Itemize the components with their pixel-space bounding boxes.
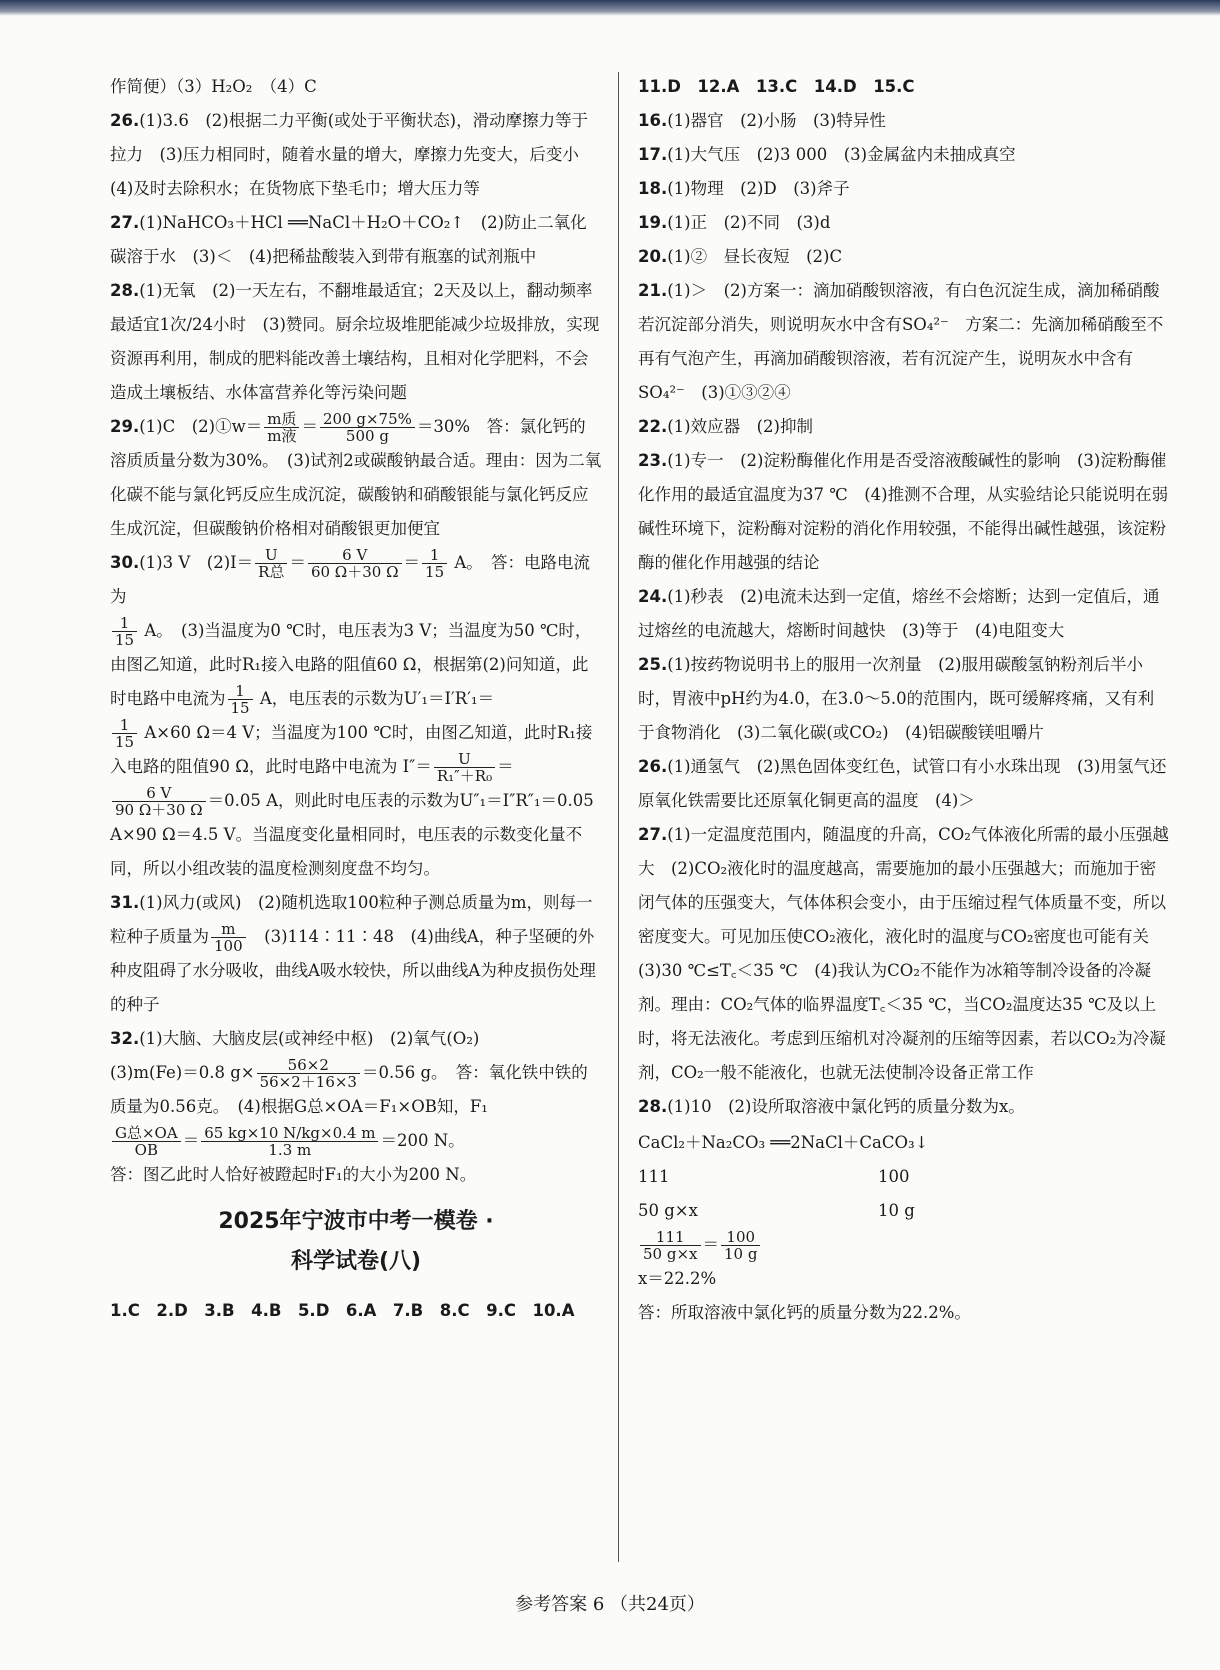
numerator: 100	[721, 1229, 760, 1246]
answer-text: (1)3.6 (2)根据二力平衡(或处于平衡状态)，滑动摩擦力等于拉力 (3)压力相同时，随着水量的增大，摩擦力先变大，后变小 (4)及时去除积水；在货物底下垫毛巾；增大压力等	[110, 111, 596, 198]
left-column	[110, 70, 602, 1328]
fraction	[308, 547, 402, 580]
denominator: 15	[425, 563, 445, 581]
answer-text: (1)② 昼长夜短 (2)C	[667, 247, 843, 266]
answer-text: (3)m(Fe)＝0.8 g×	[110, 1063, 255, 1082]
numerator: U	[255, 547, 287, 564]
answer-text: (1)秒表 (2)电流未达到一定值，熔丝不会熔断；达到一定值后，通过熔丝的电流越大，熔断时间越快 (3)等于 (4)电阻变大	[638, 587, 1160, 640]
answer-20	[638, 240, 1170, 274]
numerator: 200 g×75%	[320, 411, 415, 428]
question-number: 19.	[638, 213, 668, 232]
answer-text: (1)通氢气 (2)黑色固体变红色，试管口有小水珠出现 (3)用氢气还原氧化铁需要比还原氧化铜更高的温度 (4)＞	[638, 757, 1167, 810]
column-divider	[618, 72, 619, 1562]
answer-text: (1)C (2)①w＝	[139, 417, 263, 436]
denominator: 90 Ω＋30 Ω	[115, 801, 203, 819]
fraction	[228, 683, 253, 716]
answer-22	[638, 410, 1170, 444]
fraction	[255, 547, 287, 580]
equals: ＝	[301, 417, 318, 436]
answer-text: (1)＞ (2)方案一：滴加硝酸钡溶液，有白色沉淀生成，滴加稀硝酸若沉淀部分消失，则说明灰水中含有SO₄²⁻ 方案二：先滴加稀硝酸至不再有气泡产生，再滴加硝酸钡溶液，若有沉淀产生，说明灰水中含有SO₄²⁻ (3)①③②④	[638, 281, 1164, 402]
denominator: R总	[258, 563, 285, 581]
fraction	[264, 411, 299, 444]
answer-text: ＝30% 答：氯化钙的溶质质量分数为30%。 (3)试剂2或碳酸钠最合适。理由：因为二氧化碳不能与氯化钙反应生成沉淀，碳酸钠和硝酸银能与氯化钙反应生成沉淀，但碳酸钠价格相对硝酸银更加便宜	[110, 417, 602, 538]
fraction	[640, 1229, 701, 1262]
numerator: 6 V	[112, 785, 206, 802]
numerator: 1	[112, 615, 137, 632]
fraction	[434, 751, 495, 784]
denominator: 15	[115, 631, 135, 649]
calc-row	[638, 1160, 1170, 1194]
answer-28	[638, 1090, 1170, 1124]
fraction	[211, 921, 246, 954]
fraction	[112, 615, 137, 648]
equals: ＝	[403, 553, 421, 572]
fraction	[320, 411, 415, 444]
question-number: 22.	[638, 417, 668, 436]
answer-text: 答：图乙此时人恰好被蹬起时F₁的大小为200 N。	[110, 1165, 477, 1184]
question-number: 31.	[110, 893, 140, 912]
denominator: m液	[267, 427, 297, 445]
equals: ＝	[289, 553, 306, 572]
answer-27	[110, 206, 602, 274]
final-answer: 答：所取溶液中氯化钙的质量分数为22.2%。	[638, 1303, 971, 1322]
page-top-edge	[0, 0, 1220, 16]
denominator: 100	[214, 937, 243, 955]
answer-21	[638, 274, 1170, 410]
question-number: 16.	[638, 111, 668, 130]
question-number: 28.	[110, 281, 140, 300]
calculation-block	[638, 1126, 1170, 1330]
question-number: 32.	[110, 1029, 140, 1048]
question-number: 18.	[638, 179, 668, 198]
fraction	[721, 1229, 760, 1262]
numerator: 6 V	[308, 547, 402, 564]
section-title	[110, 1202, 602, 1282]
answer-text: (3)114∶11∶48 (4)曲线A，种子坚硬的外种皮阻碍了水分吸收，曲线A吸水较快，所以曲线A为种皮损伤处理的种子	[110, 927, 596, 1014]
answer-32	[110, 1022, 602, 1192]
answer-17	[638, 138, 1170, 172]
right-column	[638, 70, 1170, 1330]
answer-text: (1)10 (2)设所取溶液中氯化钙的质量分数为x。	[667, 1097, 1025, 1116]
fraction	[201, 1125, 378, 1158]
answer-text: (1)3 V (2)I＝	[139, 553, 254, 572]
question-number: 17.	[638, 145, 668, 164]
answer-text: A。 (3)当温度为0 ℃时，电压表为3 V；当温度为50 ℃时，由图乙知道，此时R₁接入电路的阻值60 Ω，根据第(2)问知道，此时电路中电流为	[110, 621, 592, 708]
question-number: 29.	[110, 417, 140, 436]
calc-value: 50 g×x	[638, 1201, 698, 1220]
denominator: 15	[230, 699, 250, 717]
answer-text: (1)NaHCO₃＋HCl ══NaCl＋H₂O＋CO₂↑ (2)防止二氧化碳溶于水 (3)＜ (4)把稀盐酸装入到带有瓶塞的试剂瓶中	[110, 213, 587, 266]
answer-23	[638, 444, 1170, 580]
question-number: 28.	[638, 1097, 668, 1116]
answer-text: (1)器官 (2)小肠 (3)特异性	[667, 111, 886, 130]
calc-value: 111	[638, 1167, 670, 1186]
proportion	[638, 1228, 1170, 1262]
denominator: 56×2＋16×3	[259, 1073, 357, 1091]
equals: ＝	[497, 757, 514, 776]
answer-31	[110, 886, 602, 1022]
answer-line: 作简便）（3）H₂O₂ （4）C	[110, 77, 317, 96]
answer-text: (1)无氧 (2)一天左右，不翻堆最适宜；2天及以上，翻动频率最适宜1次/24小时 (3)赞同。厨余垃圾堆肥能减少垃圾排放，实现资源再利用，制成的肥料能改善土壤结构，且相对化学肥料，不会造成土壤板结、水体富营养化等污染问题	[110, 281, 600, 402]
section-title-line-1: 2025年宁波市中考一模卷 ·	[218, 1209, 494, 1234]
calc-value: 100	[878, 1167, 910, 1186]
fraction	[112, 785, 206, 818]
answer-text: A。 答：电路电流为	[110, 553, 591, 606]
numerator: 56×2	[257, 1057, 360, 1074]
question-number: 20.	[638, 247, 668, 266]
answer-text: (1)一定温度范围内，随温度的升高，CO₂气体液化所需的最小压强越大 (2)CO₂液化时的温度越高，需要施加的最小压强越大；而施加于密闭气体的压强变大，气体体积会变小，由于压缩过程气体质量不变，所以密度变大。可见加压使CO₂液化，液化时的温度与CO₂密度也可能有关 (3)30 ℃≤T꜀＜35 ℃ (4)我认为CO₂不能作为冰箱等制冷设备的冷凝剂。理由：CO₂气体的临界温度T꜀＜35 ℃，当CO₂温度达35 ℃及以上时，将无法液化。考虑到压缩机对冷凝剂的压缩等因素，若以CO₂为冷凝剂，CO₂一般不能液化，也就无法使制冷设备正常工作	[638, 825, 1169, 1082]
equals: ＝	[702, 1235, 719, 1254]
result: x＝22.2%	[638, 1269, 717, 1288]
answer-text: (1)效应器 (2)抑制	[667, 417, 813, 436]
multiple-choice-answers: 11.D 12.A 13.C 14.D 15.C	[638, 77, 915, 96]
answer-text: ＝0.05 A，则此时电压表的示数为U″₁＝I″R″₁＝0.05 A×90 Ω＝4.5 V。当温度变化量相同时，电压表的示数变化量不同，所以小组改装的温度检测刻度盘不均匀。	[110, 791, 594, 878]
numerator: m	[211, 921, 246, 938]
denominator: 10 g	[724, 1245, 758, 1263]
denominator: 500 g	[345, 427, 389, 445]
answer-text: (1)大气压 (2)3 000 (3)金属盆内未抽成真空	[667, 145, 1016, 164]
question-number: 25.	[638, 655, 668, 674]
fraction	[257, 1057, 360, 1090]
answer-18	[638, 172, 1170, 206]
numerator: G总×OA	[112, 1125, 181, 1142]
denominator: 1.3 m	[268, 1141, 312, 1159]
fraction	[422, 547, 447, 580]
answer-text: A，电压表的示数为U′₁＝I′R′₁＝	[254, 689, 495, 708]
answer-text: (1)按药物说明书上的服用一次剂量 (2)服用碳酸氢钠粉剂后半小时，胃液中pH约为4.0，在3.0～5.0的范围内，既可缓解疼痛，又有利于食物消化 (3)二氧化碳(或CO₂) (4)铝碳酸镁咀嚼片	[638, 655, 1155, 742]
answer-text: (1)专一 (2)淀粉酶催化作用是否受溶液酸碱性的影响 (3)淀粉酶催化作用的最适宜温度为37 ℃ (4)推测不合理，从实验结论只能说明在弱碱性环境下，淀粉酶对淀粉的消化作用较强，不能得出碱性越强，该淀粉酶的催化作用越强的结论	[638, 451, 1169, 572]
calc-value: 10 g	[878, 1201, 915, 1220]
fraction	[112, 1125, 181, 1158]
denominator: 15	[115, 733, 135, 751]
answer-text: ＝200 N。	[380, 1131, 465, 1150]
calc-row	[638, 1194, 1170, 1228]
section-title-line-2: 科学试卷(八)	[290, 1249, 422, 1274]
answer-29	[110, 410, 602, 546]
numerator: 1	[112, 717, 137, 734]
numerator: 1	[422, 547, 447, 564]
answer-text: (1)大脑、大脑皮层(或神经中枢) (2)氧气(O₂)	[139, 1029, 480, 1048]
answer-text: ＝0.56 g。 答：氧化铁中铁的质量为0.56克。 (4)根据G总×OA＝F₁×OB知，F₁	[110, 1063, 588, 1116]
denominator: 50 g×x	[643, 1245, 698, 1263]
question-number: 27.	[638, 825, 668, 844]
answer-19	[638, 206, 1170, 240]
numerator: 1	[228, 683, 253, 700]
numerator: 65 kg×10 N/kg×0.4 m	[201, 1125, 378, 1142]
question-number: 23.	[638, 451, 668, 470]
answer-text: (1)风力(或风) (2)随机选取100粒种子测总质量为m，则每一粒种子质量为	[110, 893, 593, 946]
numerator: m质	[264, 411, 299, 428]
answer-26	[638, 750, 1170, 818]
equals: ＝	[182, 1131, 200, 1150]
answer-text: (1)物理 (2)D (3)斧子	[667, 179, 850, 198]
denominator: 60 Ω＋30 Ω	[310, 563, 399, 581]
question-number: 26.	[110, 111, 140, 130]
answer-27	[638, 818, 1170, 1090]
answer-16	[638, 104, 1170, 138]
question-number: 30.	[110, 553, 140, 572]
answer-30	[110, 546, 602, 886]
numerator: U	[434, 751, 495, 768]
question-number: 27.	[110, 213, 140, 232]
answer-text: (1)正 (2)不同 (3)d	[667, 213, 831, 232]
answer-text: A×60 Ω＝4 V；当温度为100 ℃时，由图乙知道，此时R₁接入电路的阻值90 Ω，此时电路中电流为 I″＝	[110, 723, 593, 776]
fraction	[112, 717, 137, 750]
answer-26	[110, 104, 602, 206]
denominator: OB	[134, 1141, 158, 1159]
question-number: 26.	[638, 757, 668, 776]
question-number: 21.	[638, 281, 668, 300]
answer-25	[638, 648, 1170, 750]
answer-24	[638, 580, 1170, 648]
answer-28	[110, 274, 602, 410]
question-number: 24.	[638, 587, 668, 606]
numerator: 111	[640, 1229, 701, 1246]
multiple-choice-answers: 1.C 2.D 3.B 4.B 5.D 6.A 7.B 8.C 9.C 10.A	[110, 1301, 575, 1320]
denominator: R₁″＋R₀	[436, 767, 493, 785]
page-footer: 参考答案 6 （共24页）	[515, 1594, 705, 1615]
chemical-equation: CaCl₂＋Na₂CO₃ ══2NaCl＋CaCO₃↓	[638, 1133, 929, 1152]
